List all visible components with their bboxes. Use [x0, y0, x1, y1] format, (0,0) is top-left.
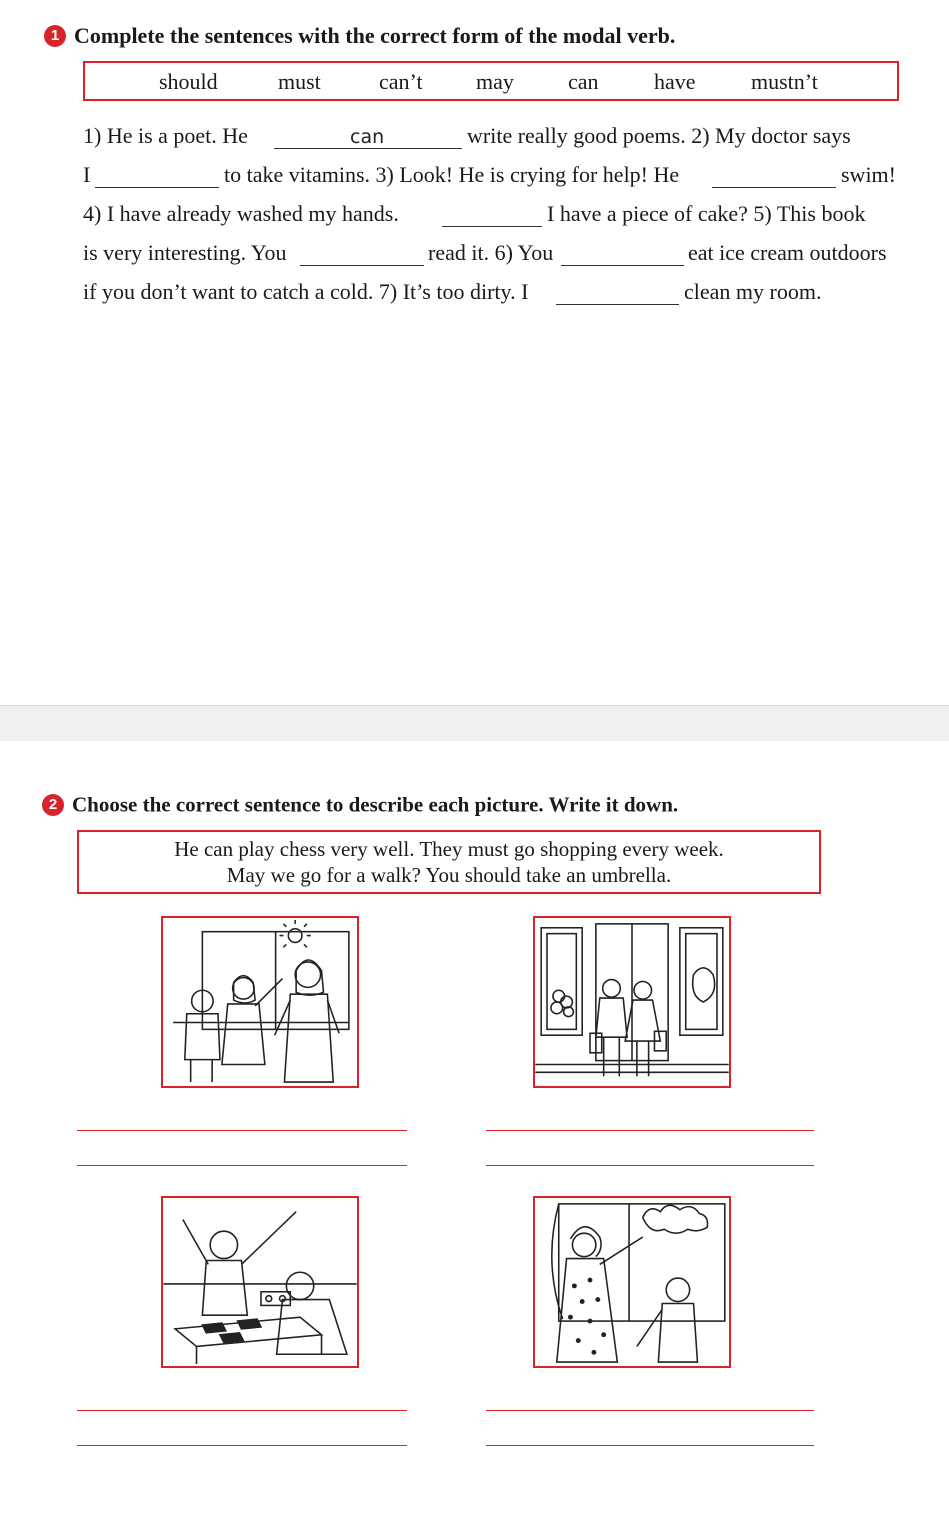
shopping-couple-icon	[535, 918, 729, 1086]
write-line[interactable]	[486, 1445, 814, 1446]
sentence-text: 1) He is a poet. He	[83, 123, 248, 148]
word-must: must	[278, 69, 321, 94]
handwritten-answer-1: can	[350, 126, 385, 148]
exercise-1-title: Complete the sentences with the correct form of the modal verb.	[74, 22, 676, 48]
sentence-text: I	[83, 162, 91, 187]
sentence-text: clean my room.	[684, 279, 822, 304]
word-may: may	[476, 69, 514, 94]
picture-3	[161, 1196, 359, 1368]
write-line[interactable]	[77, 1410, 407, 1411]
answer-blank-3[interactable]	[712, 187, 836, 188]
sentence-text: to take vitamins. 3) Look! He is crying for help! He	[224, 162, 680, 187]
word-have: have	[654, 69, 696, 94]
write-line[interactable]	[486, 1130, 814, 1131]
exercise-1-number: 1	[44, 25, 66, 47]
word-should: should	[159, 69, 218, 94]
page-gap	[0, 705, 949, 742]
sentence-text: read it. 6) You	[428, 240, 554, 265]
worksheet-page-2	[0, 741, 949, 1535]
word-mustnt: mustn’t	[751, 69, 818, 94]
answer-blank-4[interactable]	[442, 226, 542, 227]
picture-2	[533, 916, 731, 1088]
sentence-bank	[77, 830, 821, 894]
word-bank	[83, 61, 899, 101]
sentence-text: if you don’t want to catch a cold. 7) It’s too dirty. I	[83, 279, 529, 304]
word-can: can	[568, 69, 599, 94]
picture-1	[161, 916, 359, 1088]
sentence-text: eat ice cream outdoors	[688, 240, 887, 265]
sentence-text: I have a piece of cake? 5) This book	[547, 201, 866, 226]
exercise-2-number: 2	[42, 794, 64, 816]
write-line[interactable]	[77, 1130, 407, 1131]
write-line[interactable]	[77, 1445, 407, 1446]
exercise-2-heading	[42, 791, 678, 818]
answer-blank-1[interactable]	[274, 148, 462, 149]
chess-children-icon	[163, 1198, 357, 1366]
sentence-text: swim!	[841, 162, 896, 187]
word-cant: can’t	[379, 69, 423, 94]
answer-blank-5[interactable]	[300, 265, 424, 266]
sentence-text: write really good poems. 2) My doctor says	[467, 123, 851, 148]
sentence-bank-line-1: He can play chess very well. They must go shopping every week.	[174, 837, 724, 861]
exercise-1-heading	[44, 21, 675, 49]
worksheet-page-1	[0, 0, 949, 705]
sunny-window-children-icon	[163, 918, 357, 1086]
write-line[interactable]	[77, 1165, 407, 1166]
write-line[interactable]	[486, 1165, 814, 1166]
sentence-bank-line-2: May we go for a walk? You should take an umbrella.	[226, 863, 672, 887]
sentence-text: 4) I have already washed my hands.	[83, 201, 399, 226]
sentence-text: is very interesting. You	[83, 240, 287, 265]
answer-blank-6[interactable]	[561, 265, 684, 266]
answer-blank-2[interactable]	[95, 187, 219, 188]
exercise-2-title: Choose the correct sentence to describe each picture. Write it down.	[72, 792, 679, 817]
write-line[interactable]	[486, 1410, 814, 1411]
picture-4	[533, 1196, 731, 1368]
answer-blank-7[interactable]	[556, 304, 679, 305]
rain-window-icon	[535, 1198, 729, 1366]
